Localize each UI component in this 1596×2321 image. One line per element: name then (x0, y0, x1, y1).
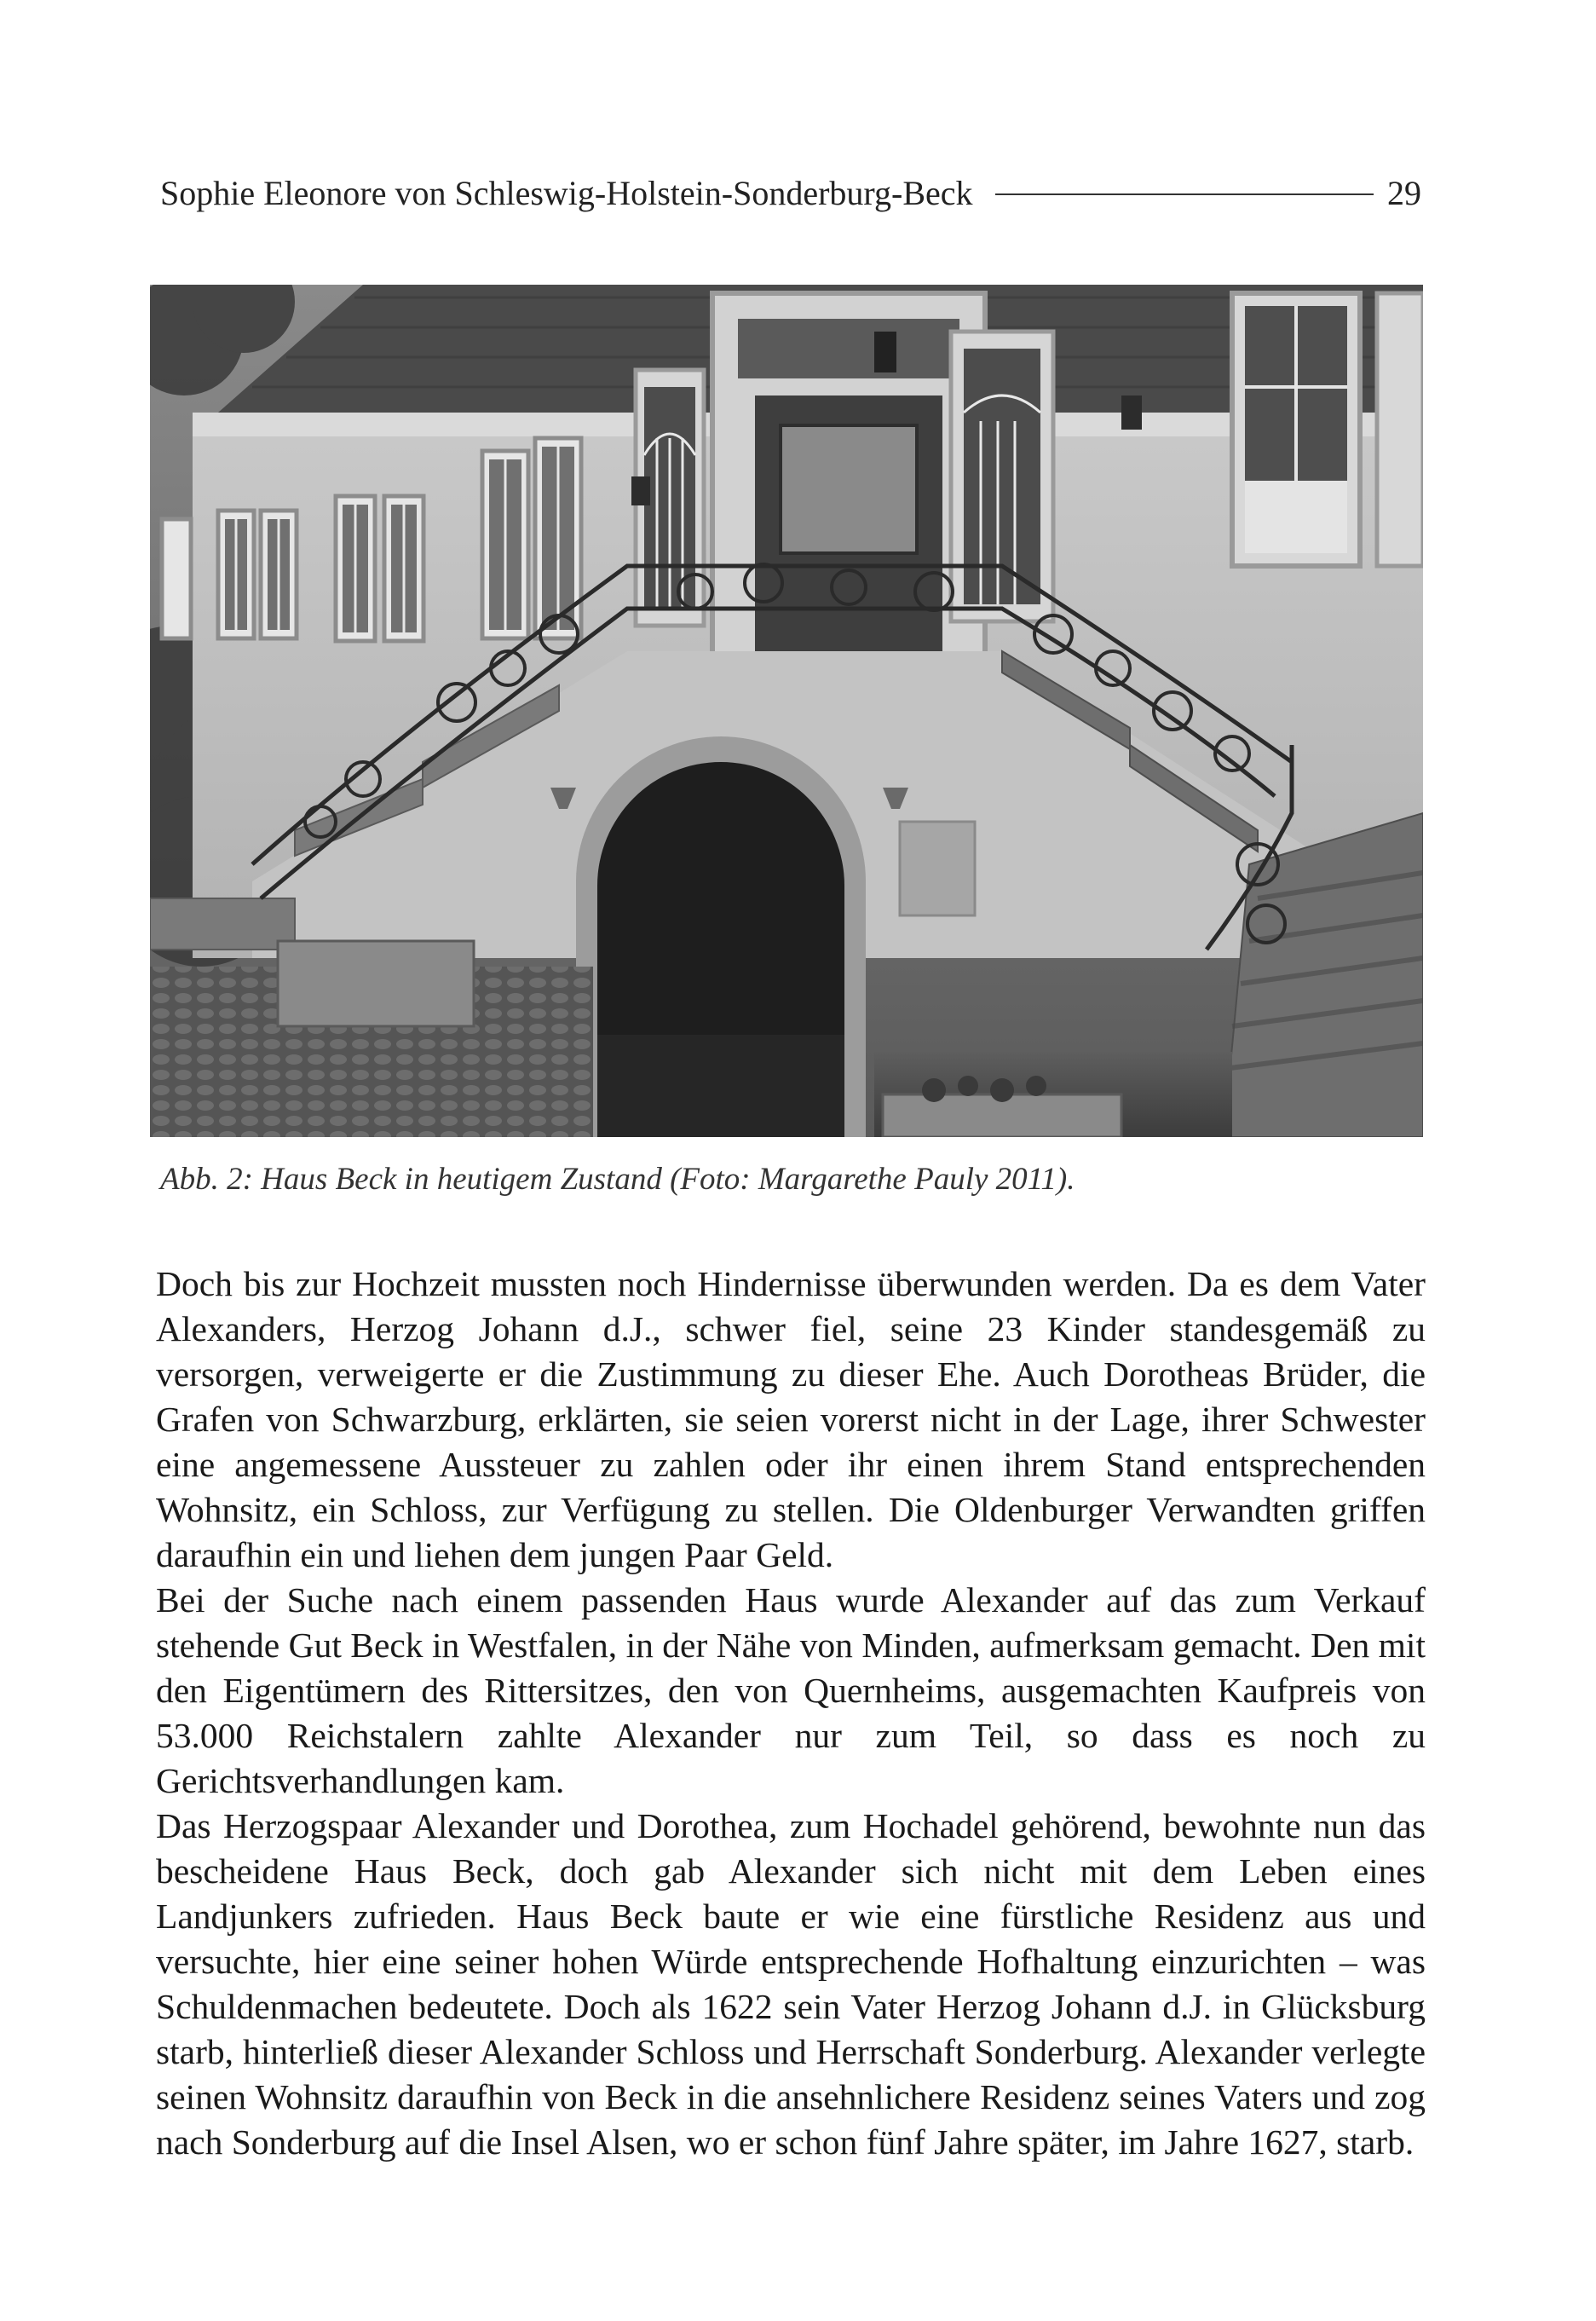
figure-caption: Abb. 2: Haus Beck in heutigem Zustand (Foto: Margarethe Pauly 2011). (160, 1162, 1075, 1197)
paragraph: Doch bis zur Hochzeit mussten noch Hindernisse überwunden werden. Da es dem Vater Alexanders, Herzog Johann d.J., schwer fiel, seine 23 Kinder standesgemäß zu versorgen, verweigerte er die Zustimmung zu dieser Ehe. Auch Dorotheas Brüder, die Grafen von Schwarzburg, erklärten, sie seien vorerst nicht in der Lage, ihrer Schwester eine angemessene Aussteuer zu zahlen oder ihr einen ihrem Stand entsprechenden Wohnsitz, ein Schloss, zur Verfügung zu stellen. Die Oldenburger Verwandten griffen daraufhin ein und liehen dem jungen Paar Geld. (156, 1264, 1426, 1574)
photo-haus-beck (150, 285, 1423, 1137)
photo-illustration (150, 285, 1423, 1137)
header-rule (995, 193, 1374, 195)
paragraph: Das Herzogspaar Alexander und Dorothea, zum Hochadel gehörend, bewohnte nun das bescheidene Haus Beck, doch gab Alexander sich nicht mit dem Leben eines Landjunkers zufrieden. Haus Beck baute er wie eine fürstliche Residenz aus und versuchte, hier eine seiner hohen Würde entsprechende Hofhaltung einzurichten – was Schuldenmachen bedeutete. Doch als 1622 sein Vater Herzog Johann d.J. in Glücksburg starb, hinterließ dieser Alexander Schloss und Herrschaft Sonderburg. Alexander verlegte seinen Wohnsitz daraufhin von Beck in die ansehnlichere Residenz seines Vaters und zog nach Sonderburg auf die Insel Alsen, wo er schon fünf Jahre später, im Jahre 1627, starb. (156, 1806, 1426, 2162)
wall-plaque (900, 822, 975, 915)
paragraph: Bei der Suche nach einem passenden Haus wurde Alexander auf das zum Verkauf stehende Gut Beck in Westfalen, in der Nähe von Minden, aufmerksam gemacht. Den mit den Eigentümern des Rittersitzes, den von Quernheims, ausgemachten Kaufpreis von 53.000 Reichstalern zahlte Alexander nur zum Teil, so dass es noch zu Gerichtsverhandlungen kam. (156, 1580, 1426, 1800)
running-header (160, 167, 1421, 218)
page-number: 29 (1387, 173, 1421, 212)
running-header-title: Sophie Eleonore von Schleswig-Holstein-Sonderburg-Beck (160, 173, 973, 212)
cellar-arch-door (576, 736, 866, 1137)
body-text (156, 1262, 1426, 2165)
right-window (1232, 293, 1423, 566)
